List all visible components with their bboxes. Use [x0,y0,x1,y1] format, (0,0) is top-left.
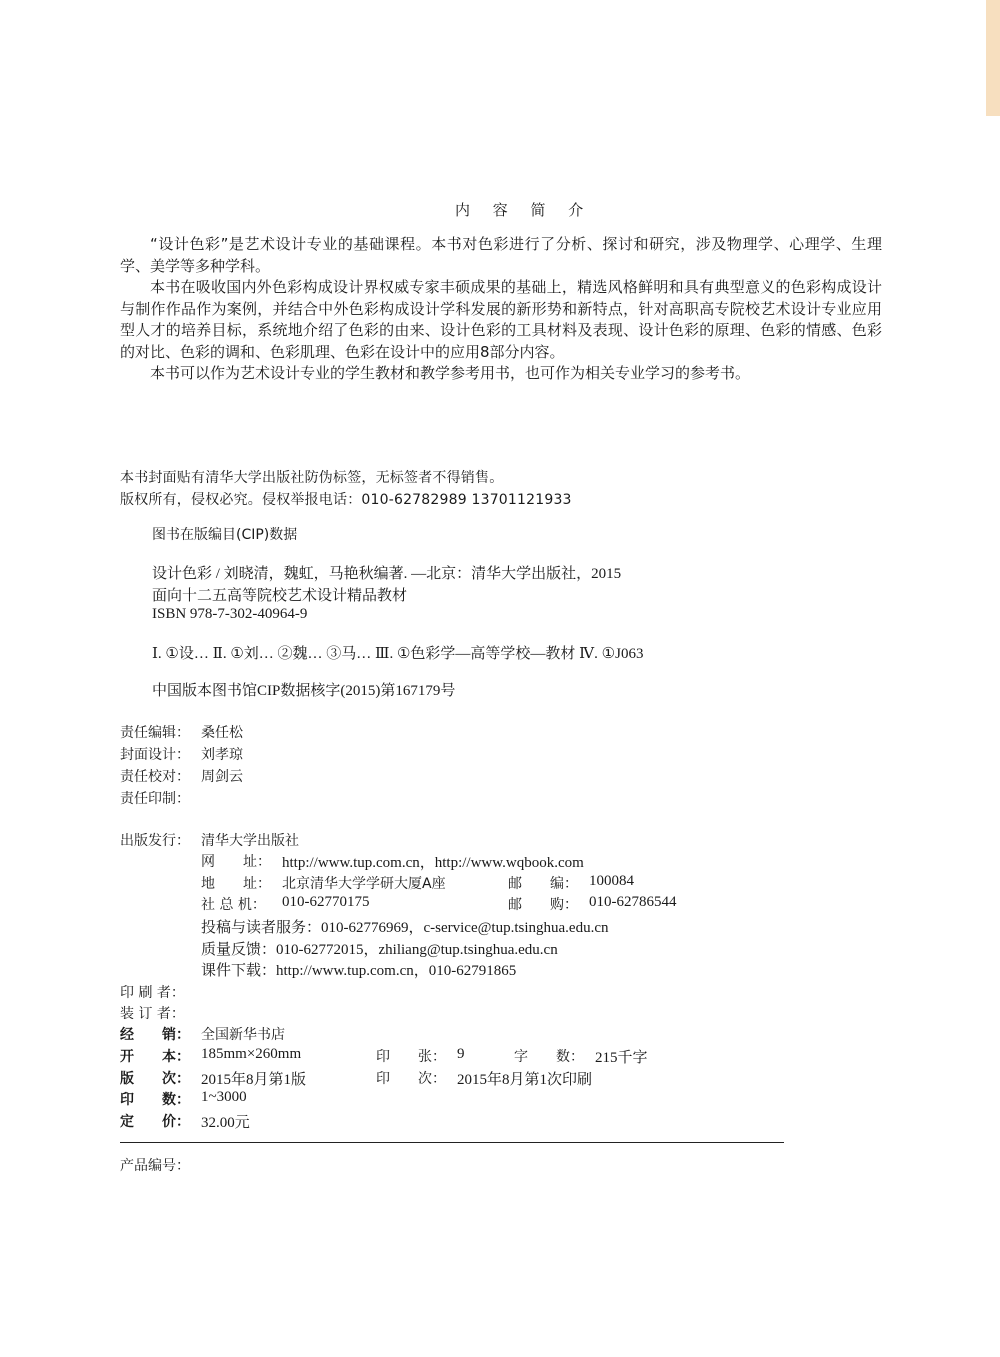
intro-paragraph: 本书在吸收国内外色彩构成设计界权威专家丰硕成果的基础上，精选风格鲜明和具有典型意义的色彩构成设计与制作作品作为案例，并结合中外色彩构成设计学科发展的新形势和新特点，针对高职高专院校艺术设计专业应用型人才的培养目标，系统地介绍了色彩的由来、设计色彩的工具材料及表现、设计色彩的原理、色彩的情感、色彩的对比、色彩的调和、色彩肌理、色彩在设计中的应用8部分内容。 [120,278,882,361]
website-value: http://www.tup.com.cn，http://www.wqbook.com [282,855,584,871]
phone-label: 社 总 机： [201,897,266,913]
credit-label: 封面设计： [120,747,190,763]
sheets-value: 9 [457,1046,465,1062]
mail-order-label: 邮 购： [508,897,578,913]
binder-label: 装 订 者： [120,1006,185,1022]
cip-record-number: 中国版本图书馆CIP数据核字(2015)第167179号 [152,683,456,699]
credit-value: 周剑云 [201,769,243,785]
page-heading: 内 容 简 介 [455,201,593,219]
credit-label: 责任编辑： [120,725,190,741]
publisher-label: 出版发行： [120,833,190,849]
distributor-label: 经 销： [120,1027,190,1043]
intro-paragraph: “设计色彩”是艺术设计专业的基础课程。本书对色彩进行了分析、探讨和研究，涉及物理学、心理学、生理学、美学等多种学科。 [120,235,882,275]
phone-value: 010-62770175 [282,894,370,910]
price-label: 定 价： [120,1114,190,1130]
cip-classification: Ⅰ. ①设… Ⅱ. ①刘… ②魏… ③马… Ⅲ. ①色彩学—高等学校—教材 Ⅳ. ①J063 [152,646,644,662]
website-label: 网 址： [201,854,271,870]
intro-section [120,234,882,385]
printing-label: 印 次： [376,1071,446,1087]
distributor-value: 全国新华书店 [201,1027,285,1043]
edition-value: 2015年8月第1版 [201,1072,307,1088]
credit-value: 桑任松 [201,725,243,741]
cip-title: 图书在版编目(CIP)数据 [152,527,298,543]
sheets-label: 印 张： [376,1049,446,1065]
courseware-contact: 课件下载：http://www.tup.com.cn，010-62791865 [201,963,517,979]
product-code-label: 产品编号： [120,1158,190,1174]
divider-line [120,1142,784,1143]
edition-label: 版 次： [120,1071,190,1087]
intro-paragraph: 本书可以作为艺术设计专业的学生教材和教学参考用书，也可作为相关专业学习的参考书。 [150,364,751,382]
cip-isbn: ISBN 978-7-302-40964-9 [152,606,308,622]
format-value: 185mm×260mm [201,1046,302,1062]
address-label: 地 址： [201,876,271,892]
page-edge-tab [986,0,1000,116]
postcode-value: 100084 [589,873,634,889]
anti-counterfeit-notice: 本书封面贴有清华大学出版社防伪标签，无标签者不得销售。 [120,470,504,486]
quality-feedback-contact: 质量反馈：010-62772015，zhiliang@tup.tsinghua.edu.cn [201,942,558,958]
credit-label: 责任印制： [120,791,190,807]
submission-contact: 投稿与读者服务：010-62776969，c-service@tup.tsinghua.edu.cn [201,920,609,936]
credit-label: 责任校对： [120,769,190,785]
credit-value: 刘孝琼 [201,747,243,763]
address-value: 北京清华大学学研大厦A座 [282,876,446,892]
cip-line: 设计色彩 / 刘晓清，魏虹，马艳秋编著. —北京：清华大学出版社，2015 [152,566,622,582]
postcode-label: 邮 编： [508,876,578,892]
cip-line: 面向十二五高等院校艺术设计精品教材 [152,588,408,604]
words-value: 215千字 [595,1050,648,1066]
price-value: 32.00元 [201,1115,250,1131]
copies-value: 1~3000 [201,1089,247,1105]
copies-label: 印 数： [120,1092,190,1108]
format-label: 开 本： [120,1049,190,1065]
mail-order-value: 010-62786544 [589,894,677,910]
copyright-notice: 版权所有，侵权必究。侵权举报电话：010-62782989 13701121933 [120,492,572,508]
printing-value: 2015年8月第1次印刷 [457,1072,593,1088]
words-label: 字 数： [514,1049,584,1065]
publisher-name: 清华大学出版社 [201,833,299,849]
printer-label: 印 刷 者： [120,985,185,1001]
